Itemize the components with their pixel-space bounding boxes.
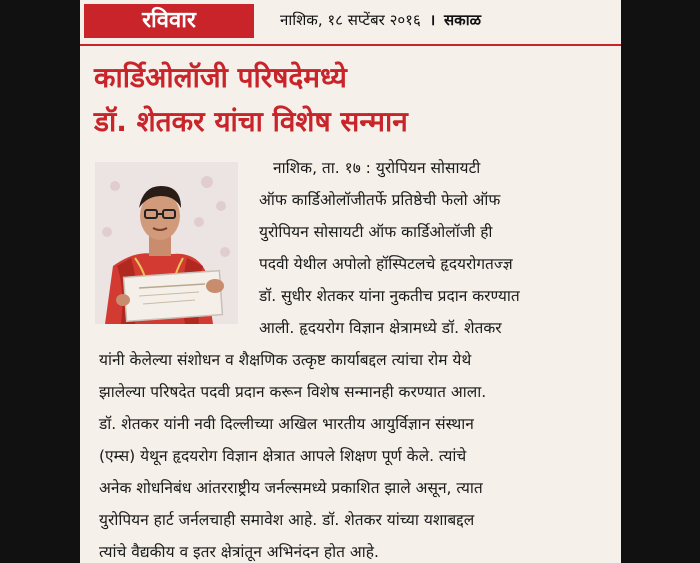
headline-line-1: कार्डिओलॉजी परिषदेमध्ये: [94, 61, 347, 94]
article-line: नाशिक, ता. १७ : युरोपियन सोसायटी: [273, 159, 481, 177]
article-line: पदवी येथील अपोलो हॉस्पिटलचे हृदयरोगतज्ज्ञ: [259, 255, 513, 273]
article-line: डॉ. सुधीर शेतकर यांना नुकतीच प्रदान करण्यात: [259, 287, 520, 305]
article-line: झालेल्या परिषदेत पदवी प्रदान करून विशेष सन्मानही करण्यात आला.: [99, 383, 487, 401]
article-line: डॉ. शेतकर यांनी नवी दिल्लीच्या अखिल भारतीय आयुर्विज्ञान संस्थान: [99, 415, 474, 433]
newspaper-name: सकाळ: [444, 11, 481, 29]
article-line: युरोपियन हार्ट जर्नलचाही समावेश आहे. डॉ. शेतकर यांच्या यशाबद्दल: [99, 511, 475, 529]
day-badge: रविवार: [84, 4, 254, 38]
separator: ।: [429, 11, 436, 29]
article-line: आली. हृदयरोग विज्ञान क्षेत्रामध्ये डॉ. शेतकर: [259, 319, 502, 337]
article-line: (एम्स) येथून हृदयरोग विज्ञान क्षेत्रात आपले शिक्षण पूर्ण केले. त्यांचे: [99, 447, 467, 465]
article-body: [80, 0, 621, 563]
article-line: त्यांचे वैद्यकीय व इतर क्षेत्रांतून अभिनंदन होत आहे.: [99, 543, 379, 561]
article-line: युरोपियन सोसायटी ऑफ कार्डिओलॉजी ही: [259, 223, 493, 241]
article-line: यांनी केलेल्या संशोधन व शैक्षणिक उत्कृष्ट कार्याबद्दल त्यांचा रोम येथे: [99, 351, 472, 369]
article-line: अनेक शोधनिबंध आंतरराष्ट्रीय जर्नल्समध्ये प्रकाशित झाले असून, त्यात: [99, 479, 483, 497]
article-line: ऑफ कार्डिओलॉजीतर्फे प्रतिष्ठेची फेलो ऑफ: [259, 191, 501, 209]
headline-line-2: डॉ. शेतकर यांचा विशेष सन्मान: [94, 105, 408, 138]
date-text: नाशिक, १८ सप्टेंबर २०१६: [280, 11, 421, 29]
newspaper-clipping: [80, 0, 621, 563]
